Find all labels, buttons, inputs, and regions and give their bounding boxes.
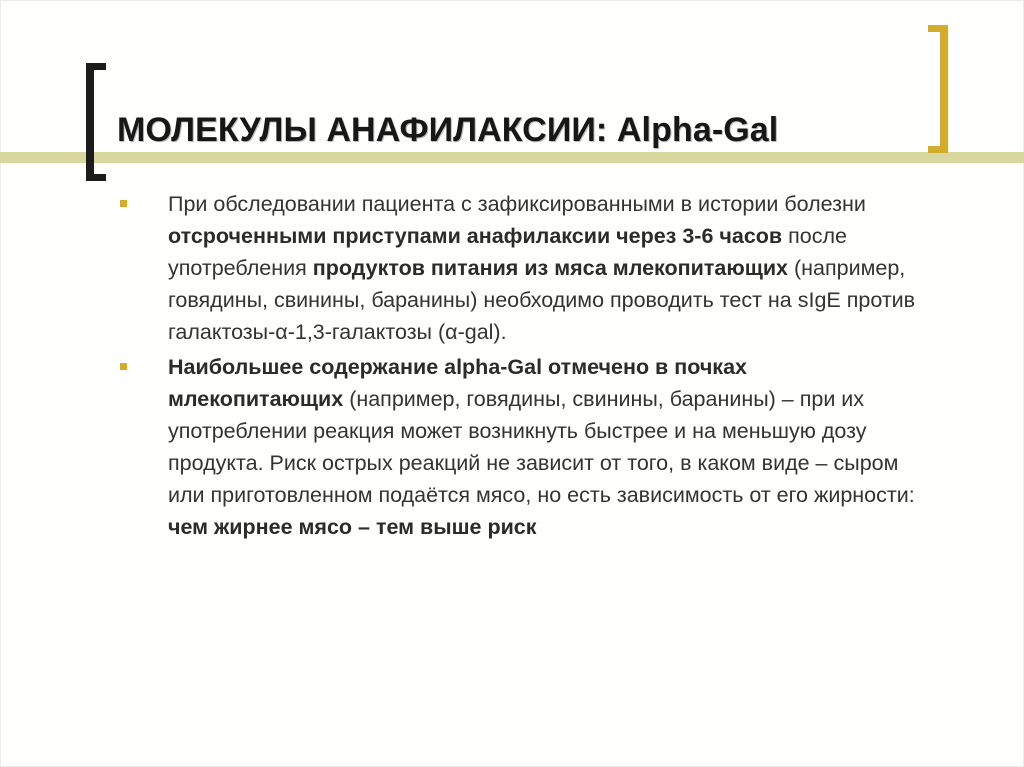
bullet-text: после употребления	[168, 224, 847, 280]
bullet-emphasis: чем жирнее мясо – тем выше риск	[168, 515, 537, 539]
square-bullet-icon	[120, 363, 127, 370]
slide-title: МОЛЕКУЛЫ АНАФИЛАКСИИ: Alpha-Gal	[117, 111, 779, 149]
bullet-item	[116, 351, 921, 543]
bullet-text: (например, говядины, свинины, баранины) – при их употреблении реакция может возникнуть быстрее и на меньшую дозу продукта. Риск острых реакций не зависит от того, в каком виде – сыром или приготовленном подаётся мясо, но есть зависимость от его жирности:	[168, 387, 915, 507]
bullet-emphasis: Наибольшее содержание alpha-Gal отмечено в почках млекопитающих	[168, 355, 747, 411]
bullet-item	[116, 188, 921, 348]
bullet-emphasis: продуктов питания из мяса млекопитающих	[312, 256, 789, 280]
bullet-text: (например, говядины, свинины, баранины) необходимо проводить тест на sIgE против галактозы-α-1,3-галактозы (α-gal).	[168, 256, 916, 344]
bullet-text: При обследовании пациента с зафиксированными в истории болезни	[168, 192, 866, 216]
bullet-emphasis: отсроченными приступами анафилаксии через 3-6 часов	[168, 224, 783, 248]
square-bullet-icon	[120, 200, 127, 207]
right-bracket-decoration	[928, 25, 948, 153]
bullet-list	[116, 188, 921, 543]
left-bracket-decoration	[86, 63, 106, 181]
title-underline-band	[0, 152, 1024, 163]
